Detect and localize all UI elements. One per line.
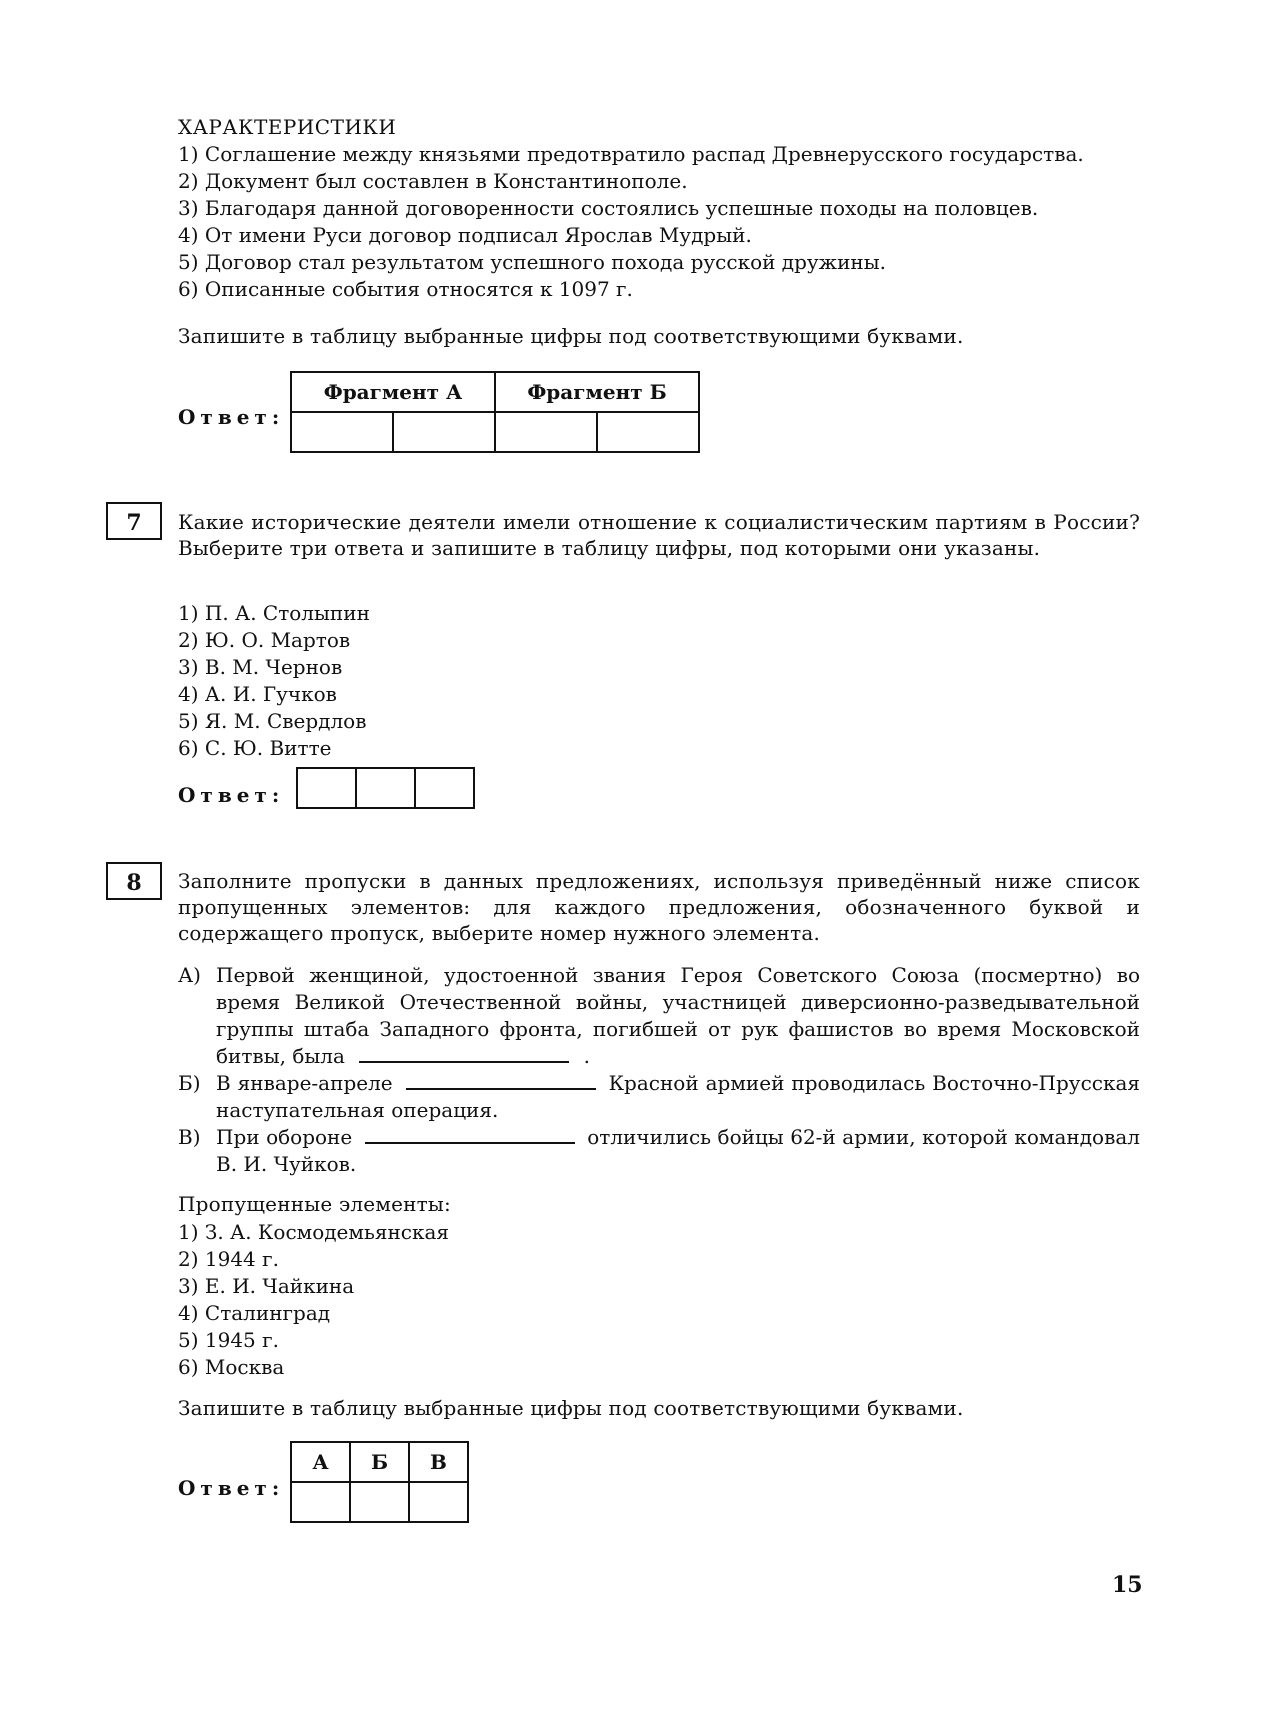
- blank-a[interactable]: [359, 1043, 569, 1063]
- option-item: 3) В. М. Чернов: [178, 655, 343, 679]
- table-header-b: Б: [350, 1442, 409, 1482]
- answer-cell[interactable]: [495, 412, 597, 452]
- page-number: 15: [1112, 1572, 1143, 1598]
- answer-cell[interactable]: [356, 768, 415, 808]
- characteristic-item: 6) Описанные события относятся к 1097 г.: [178, 277, 633, 301]
- option-item: 4) А. И. Гучков: [178, 682, 337, 706]
- sentence-letter: А): [178, 963, 201, 987]
- table-header-fragment-b: Фрагмент Б: [495, 372, 699, 412]
- question-number-7: 7: [106, 502, 162, 540]
- answer-cell[interactable]: [597, 412, 699, 452]
- blank-b[interactable]: [406, 1070, 596, 1090]
- blank-v[interactable]: [365, 1124, 575, 1144]
- option-item: 2) Ю. О. Мартов: [178, 628, 351, 652]
- sentence-v-start: При обороне: [216, 1125, 353, 1149]
- missing-elements-list: [178, 1219, 449, 1381]
- answer-cell[interactable]: [291, 1482, 350, 1522]
- missing-element-item: 6) Москва: [178, 1355, 285, 1379]
- option-item: 5) Я. М. Свердлов: [178, 709, 367, 733]
- characteristic-item: 3) Благодаря данной договоренности состоялись успешные походы на половцев.: [178, 196, 1039, 220]
- missing-elements-heading: Пропущенные элементы:: [178, 1192, 451, 1216]
- characteristic-item: 4) От имени Руси договор подписал Ярослав Мудрый.: [178, 223, 752, 247]
- missing-element-item: 3) Е. И. Чайкина: [178, 1274, 355, 1298]
- missing-element-item: 1) З. А. Космодемьянская: [178, 1220, 450, 1244]
- sentence-b-start: В январе-апреле: [216, 1071, 393, 1095]
- sentence-letter: В): [178, 1125, 201, 1149]
- question-7-text: Какие исторические деятели имели отношение к социалистическим партиям в России? Выберите три ответа и запишите в таблицу цифры, под которыми они указаны.: [178, 510, 1140, 560]
- table-header-v: В: [409, 1442, 468, 1482]
- answer-cell[interactable]: [393, 412, 495, 452]
- answer-table-q8: [290, 1441, 469, 1523]
- answer-table-q7: [296, 767, 475, 809]
- table-header-fragment-a: Фрагмент А: [291, 372, 495, 412]
- option-item: 1) П. А. Столыпин: [178, 601, 370, 625]
- question-8-text: Заполните пропуски в данных предложениях, используя приведённый ниже список пропущенных элементов: для каждого предложения, обозначенного буквой и содержащего пропуск, выберите номер нужного элемента.: [178, 869, 1140, 945]
- option-item: 6) С. Ю. Витте: [178, 736, 332, 760]
- table-header-a: А: [291, 1442, 350, 1482]
- sentence-b: [178, 1070, 1140, 1124]
- answer-label: Ответ:: [178, 1476, 285, 1500]
- characteristics-instruction: Запишите в таблицу выбранные цифры под соответствующими буквами.: [178, 324, 964, 348]
- question-7-options: [178, 600, 370, 762]
- characteristics-heading: ХАРАКТЕРИСТИКИ: [178, 115, 397, 139]
- sentence-a-end: .: [583, 1044, 590, 1068]
- sentence-v: [178, 1124, 1140, 1178]
- answer-cell[interactable]: [350, 1482, 409, 1522]
- missing-element-item: 5) 1945 г.: [178, 1328, 279, 1352]
- missing-element-item: 4) Сталинград: [178, 1301, 331, 1325]
- sentence-b-end: Красной армией проводилась Восточно-Прусская наступательная операция.: [216, 1071, 1141, 1122]
- characteristics-list: [178, 141, 1084, 303]
- sentence-v-end: отличились бойцы 62-й армии, которой командовал В. И. Чуйков.: [216, 1125, 1140, 1176]
- answer-cell[interactable]: [409, 1482, 468, 1522]
- answer-table-fragments: [290, 371, 700, 453]
- sentence-a-text: Первой женщиной, удостоенной звания Героя Советского Союза (посмертно) во время Великой Отечественной войны, участницей диверсионно-разведывательной группы штаба Западного фронта, погибшей от рук фашистов во время Московской битвы, была: [216, 963, 1140, 1068]
- answer-label: Ответ:: [178, 783, 285, 807]
- answer-label: Ответ:: [178, 405, 285, 429]
- characteristic-item: 5) Договор стал результатом успешного похода русской дружины.: [178, 250, 887, 274]
- missing-element-item: 2) 1944 г.: [178, 1247, 279, 1271]
- answer-cell[interactable]: [297, 768, 356, 808]
- sentence-letter: Б): [178, 1071, 201, 1095]
- answer-cell[interactable]: [415, 768, 474, 808]
- characteristic-item: 1) Соглашение между князьями предотвратило распад Древнерусского государства.: [178, 142, 1084, 166]
- sentence-a: [178, 962, 1140, 1072]
- question-number-8: 8: [106, 862, 162, 900]
- answer-cell[interactable]: [291, 412, 393, 452]
- question-8-instruction: Запишите в таблицу выбранные цифры под соответствующими буквами.: [178, 1396, 964, 1420]
- characteristic-item: 2) Документ был составлен в Константинополе.: [178, 169, 688, 193]
